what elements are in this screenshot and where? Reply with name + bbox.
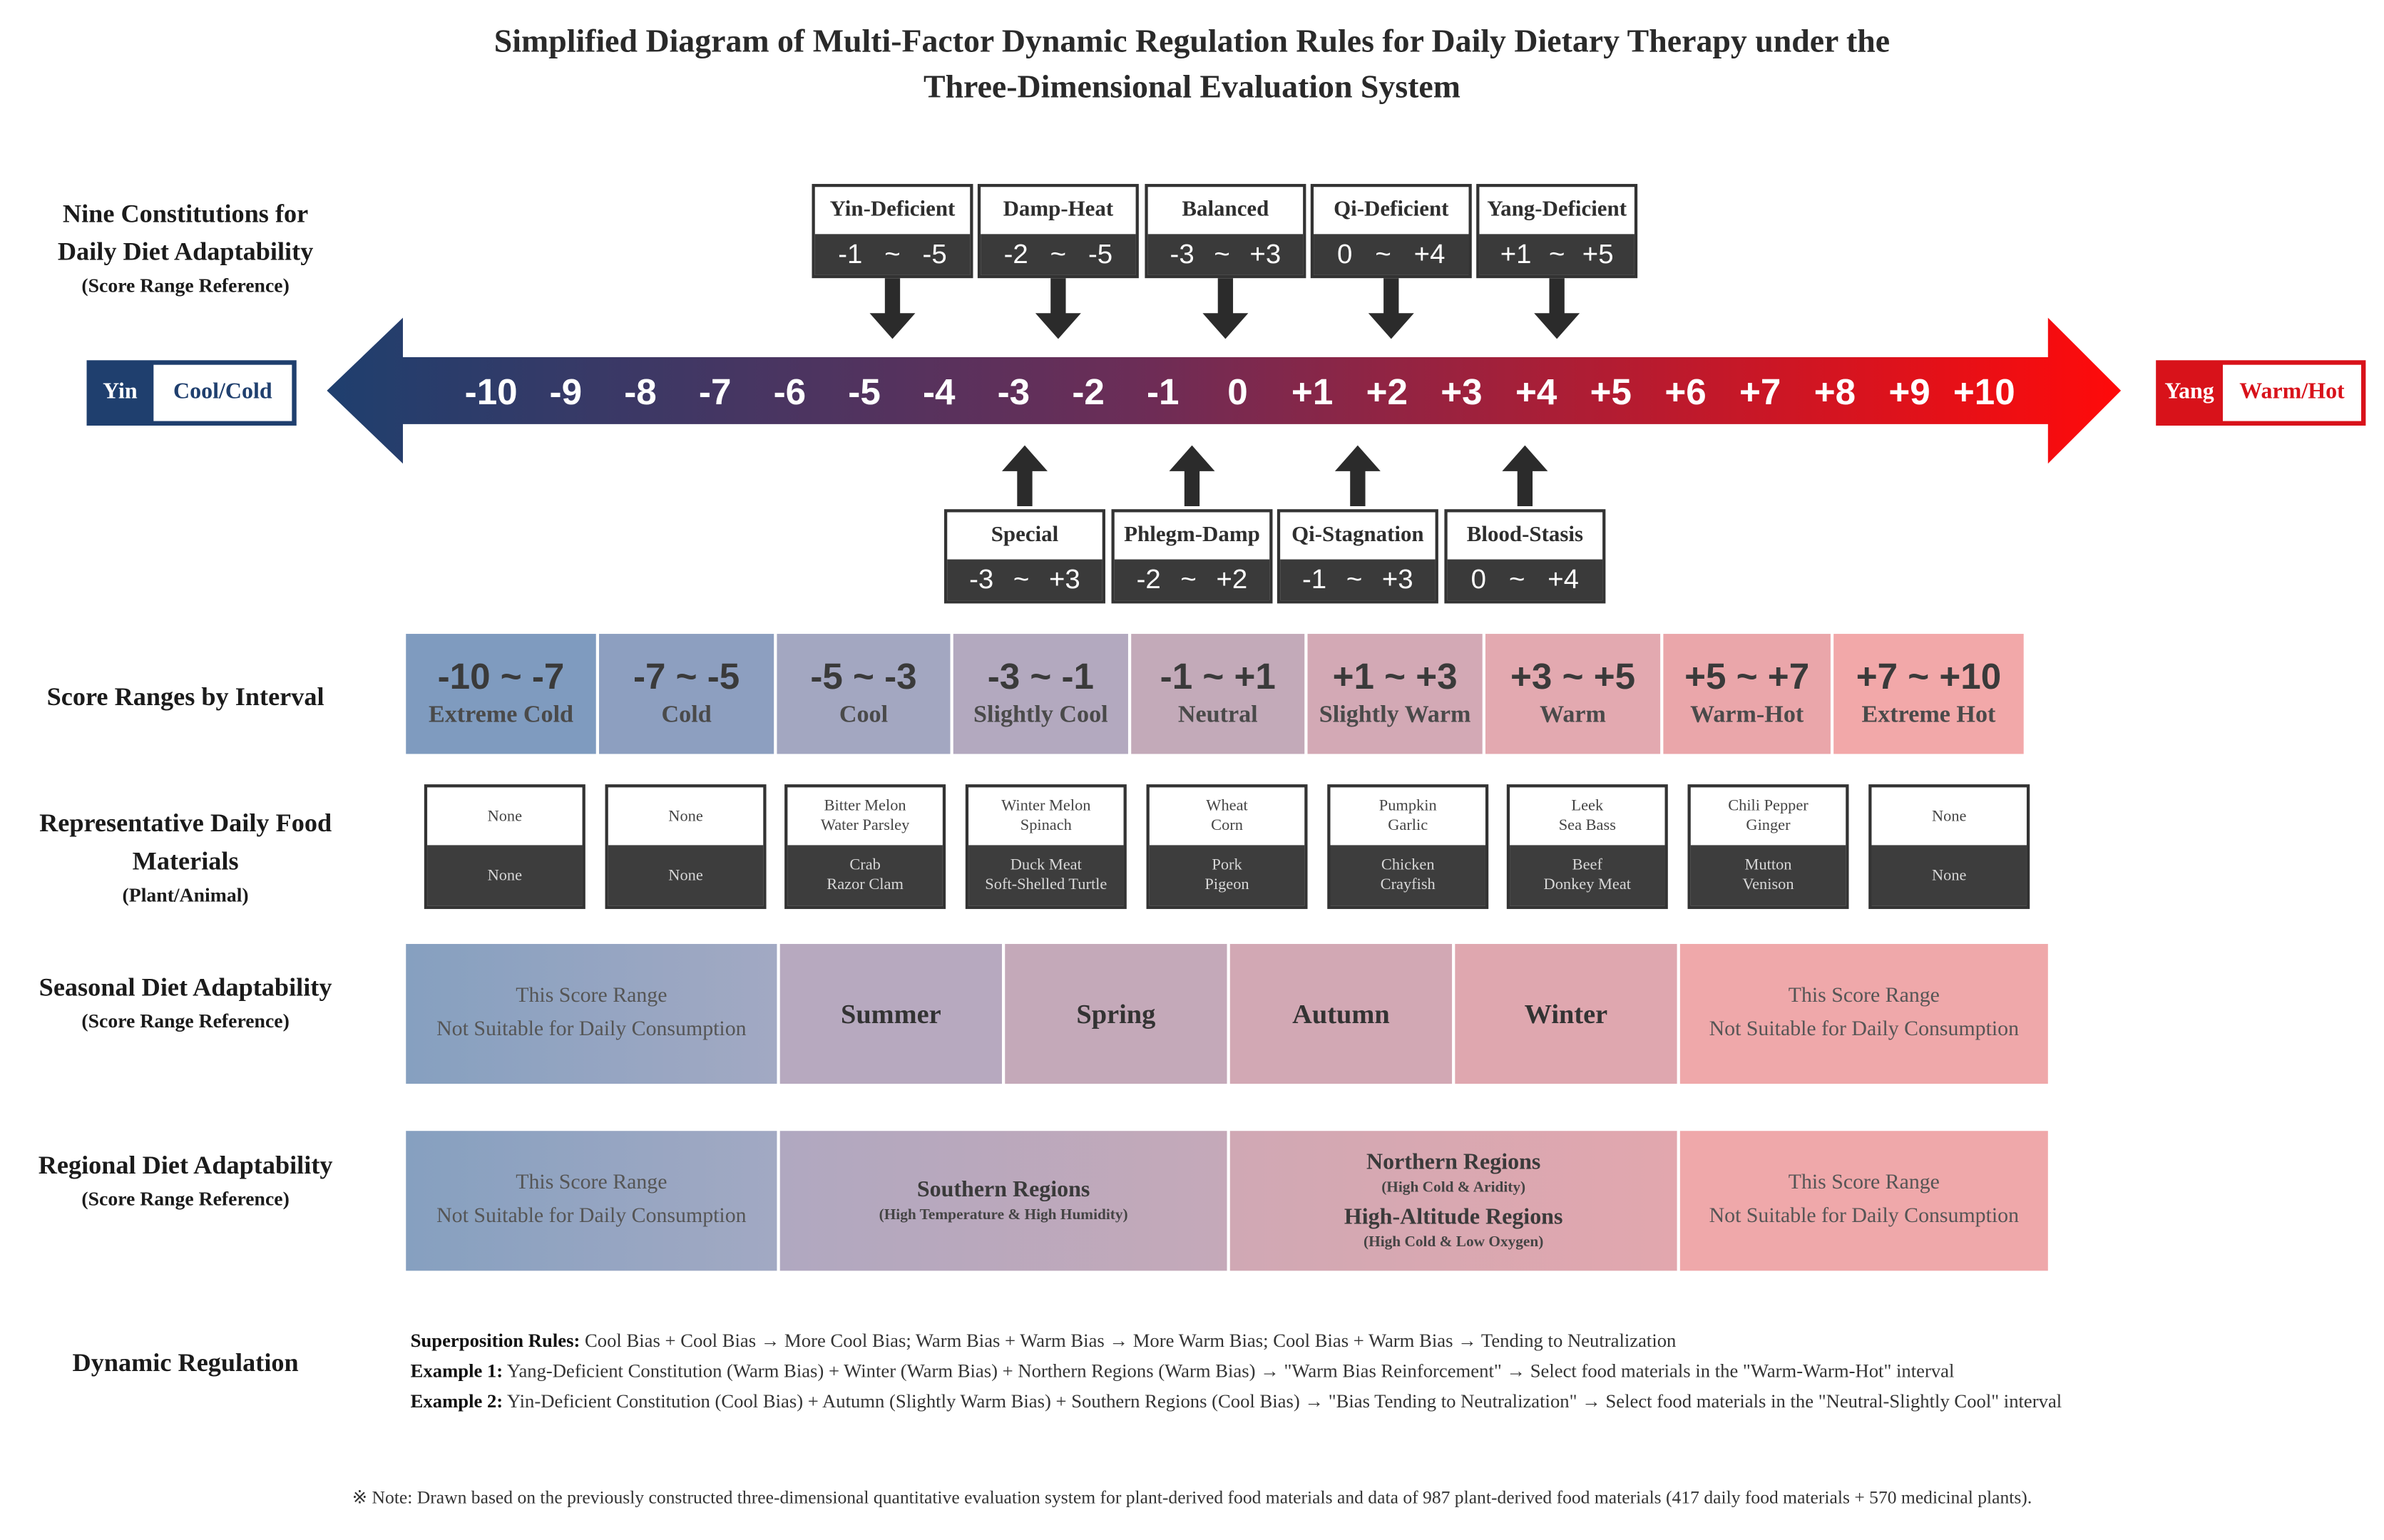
food-animal	[608, 845, 763, 905]
food-plant	[1150, 787, 1304, 845]
row-label-line: Dynamic Regulation	[72, 1348, 299, 1377]
footnote: ※ Note: Drawn based on the previously constructed three-dimensional quantitative evaluation system for plant-derived food materials and data of 987 plant-derived food materials (417 daily food materials + 570 medicinal plants).	[352, 1487, 2032, 1508]
range-sep: ~	[1214, 238, 1230, 270]
rule-superposition	[411, 1325, 1677, 1356]
constitution-name: Yang-Deficient	[1487, 197, 1627, 222]
score-range-label: Neutral	[1177, 702, 1258, 729]
food-plant-item: Winter Melon	[1001, 798, 1091, 815]
score-range-cell	[1308, 634, 1483, 754]
food-animal-item: Pork	[1212, 857, 1242, 874]
food-plant-item: Corn	[1211, 818, 1243, 835]
row-label-sub: (Score Range Reference)	[81, 1187, 290, 1211]
food-box	[1147, 784, 1308, 909]
range-high: +3	[1381, 563, 1413, 595]
constitution-name: Damp-Heat	[1003, 197, 1114, 222]
row-label-seasonal	[6, 968, 365, 1037]
food-animal-item: Razor Clam	[827, 877, 904, 894]
not-suitable-line: This Score Range	[516, 1171, 667, 1195]
season-winter	[1455, 944, 1677, 1084]
arrow-up-icon	[1502, 446, 1547, 506]
score-range-cell	[953, 634, 1128, 754]
range-high: +4	[1547, 563, 1580, 595]
axis-tick: -2	[1072, 372, 1105, 414]
axis-tick: +9	[1888, 372, 1930, 414]
constitution-box	[1145, 184, 1306, 278]
food-plant-item: None	[1931, 808, 1967, 825]
food-plant	[1331, 787, 1485, 845]
season-autumn	[1230, 944, 1452, 1084]
season-label: Winter	[1524, 997, 1608, 1029]
range-high: +3	[1048, 563, 1080, 595]
constitution-name: Special	[991, 523, 1059, 548]
food-plant-item: None	[487, 808, 523, 825]
food-animal-item: Donkey Meat	[1543, 877, 1632, 894]
not-suitable-line: Not Suitable for Daily Consumption	[1709, 1205, 2020, 1228]
food-plant	[787, 787, 942, 845]
food-animal-item: None	[668, 867, 703, 884]
range-high: +3	[1249, 238, 1281, 270]
page-title	[0, 19, 2384, 110]
food-plant-item: None	[668, 808, 703, 825]
not-suitable-line: This Score Range	[516, 985, 667, 1008]
season-spring	[1005, 944, 1227, 1084]
row-label-food	[6, 804, 365, 910]
axis-tick: -3	[997, 372, 1030, 414]
food-plant-item: Spinach	[1020, 818, 1072, 835]
food-plant-item: Leek	[1571, 798, 1604, 815]
axis-tick: +2	[1366, 372, 1408, 414]
score-range-cell	[1663, 634, 1831, 754]
row-label-line: Materials	[132, 846, 239, 876]
axis-tick: +7	[1739, 372, 1781, 414]
row-label-line: Seasonal Diet Adaptability	[39, 972, 332, 1002]
score-range-label: Cool	[839, 702, 889, 729]
constitution-name: Yin-Deficient	[829, 197, 956, 222]
score-range-cell	[1485, 634, 1660, 754]
food-plant-item: Ginger	[1746, 818, 1791, 835]
food-animal	[1691, 845, 1846, 905]
row-label-line: Daily Diet Adaptability	[57, 237, 314, 267]
score-range-value: +7 ~ +10	[1856, 657, 2002, 698]
range-high: +2	[1216, 563, 1248, 595]
row-label-score	[6, 678, 365, 716]
axis-tick: -4	[922, 372, 956, 414]
food-animal-item: Venison	[1742, 877, 1794, 894]
score-range-value: -1 ~ +1	[1160, 657, 1276, 698]
yin-tag: Yin	[103, 380, 138, 405]
range-high: -5	[922, 238, 947, 270]
food-box	[1507, 784, 1668, 909]
range-high: -5	[1088, 238, 1113, 270]
row-label-constitutions	[6, 195, 365, 301]
food-animal	[1150, 845, 1304, 905]
food-box	[424, 784, 585, 909]
food-animal-item: Chicken	[1381, 857, 1435, 874]
season-summer	[780, 944, 1002, 1084]
not-suitable-line: Not Suitable for Daily Consumption	[1709, 1018, 2020, 1042]
food-plant-item: Wheat	[1206, 798, 1248, 815]
yang-box	[2156, 360, 2365, 426]
arrow-down-icon	[1369, 278, 1414, 339]
axis-tick: +3	[1441, 372, 1483, 414]
season-label: Summer	[840, 997, 941, 1029]
range-sep: ~	[1180, 563, 1197, 595]
score-range-label: Cold	[661, 702, 712, 729]
rule-title: Example 1:	[410, 1360, 503, 1382]
constitution-name: Qi-Deficient	[1334, 197, 1449, 222]
food-plant	[968, 787, 1123, 845]
range-sep: ~	[1050, 238, 1067, 270]
arrow-down-icon	[870, 278, 916, 339]
row-label-sub: (Score Range Reference)	[81, 1009, 290, 1032]
constitution-box	[1476, 184, 1637, 278]
rule-title: Example 2:	[410, 1390, 503, 1412]
food-box	[784, 784, 946, 909]
row-label-line: Regional Diet Adaptability	[38, 1150, 333, 1180]
food-plant	[427, 787, 582, 845]
food-box	[605, 784, 767, 909]
constitution-range	[1115, 560, 1269, 601]
range-sep: ~	[1013, 563, 1030, 595]
axis-tick: -9	[549, 372, 583, 414]
row-label-sub: (Plant/Animal)	[122, 883, 249, 906]
regional-not-suitable-right	[1680, 1131, 2048, 1270]
constitution-range	[1280, 560, 1435, 601]
row-label-line: Score Ranges by Interval	[46, 682, 324, 712]
score-range-label: Extreme Cold	[428, 702, 574, 729]
yin-box	[87, 360, 297, 426]
food-plant-item: Pumpkin	[1378, 798, 1437, 815]
title-line-1: Simplified Diagram of Multi-Factor Dynamic Regulation Rules for Daily Dietary Therapy under the	[493, 22, 1891, 60]
constitution-range	[1448, 560, 1602, 601]
regional-not-suitable-left	[406, 1131, 777, 1270]
constitution-box	[812, 184, 973, 278]
row-label-line: Nine Constitutions for	[62, 199, 309, 228]
constitution-box	[1444, 509, 1605, 603]
constitution-range	[815, 234, 970, 275]
axis-tick: -7	[698, 372, 732, 414]
row-label-dynamic	[6, 1344, 365, 1382]
arrow-down-icon	[1534, 278, 1580, 339]
range-sep: ~	[1375, 238, 1391, 270]
axis-tick: -5	[848, 372, 881, 414]
not-suitable-line: This Score Range	[1788, 1171, 1940, 1195]
region-label: High-Altitude Regions	[1344, 1205, 1563, 1230]
food-animal-item: Beef	[1572, 857, 1602, 874]
food-animal	[787, 845, 942, 905]
range-low: -1	[838, 238, 863, 270]
arrow-up-icon	[1002, 446, 1048, 506]
range-low: -1	[1302, 563, 1327, 595]
arrow-down-icon	[1202, 278, 1248, 339]
food-animal	[1871, 845, 2026, 905]
constitution-box	[978, 184, 1139, 278]
axis-tick: -6	[773, 372, 807, 414]
food-animal-item: Mutton	[1744, 857, 1792, 874]
title-line-2: Three-Dimensional Evaluation System	[923, 68, 1460, 106]
score-range-cell	[406, 634, 596, 754]
food-plant-item: Sea Bass	[1558, 818, 1616, 835]
score-range-label: Slightly Warm	[1319, 702, 1471, 729]
season-label: Autumn	[1292, 997, 1390, 1029]
axis-tick: +5	[1590, 372, 1632, 414]
range-low: +1	[1500, 238, 1532, 270]
row-label-regional	[6, 1146, 365, 1215]
score-range-value: -3 ~ -1	[987, 657, 1095, 698]
constitution-range	[1479, 234, 1634, 275]
food-box	[1868, 784, 2030, 909]
axis-tick: +1	[1291, 372, 1334, 414]
food-box	[1327, 784, 1488, 909]
score-range-value: +5 ~ +7	[1684, 657, 1810, 698]
rule-text: Yin-Deficient Constitution (Cool Bias) + Autumn (Slightly Warm Bias) + Southern Regions (Cool Bias) → "Bias Tending to Neutralization" → Select food materials in the "Neutral-Slightly Cool" interval	[503, 1390, 2062, 1412]
constitution-box	[944, 509, 1105, 603]
range-high: +4	[1413, 238, 1446, 270]
score-range-label: Warm-Hot	[1690, 702, 1804, 729]
region-sub: (High Cold & Low Oxygen)	[1364, 1234, 1544, 1251]
arrow-up-icon	[1170, 446, 1215, 506]
constitution-range	[1148, 234, 1303, 275]
food-animal	[1331, 845, 1485, 905]
score-range-value: +1 ~ +3	[1332, 657, 1458, 698]
arrow-up-icon	[1335, 446, 1381, 506]
score-range-label: Slightly Cool	[973, 702, 1108, 729]
rule-title: Superposition Rules:	[410, 1330, 580, 1352]
constitution-name: Qi-Stagnation	[1291, 523, 1424, 548]
axis-tick: -1	[1146, 372, 1180, 414]
score-range-value: +3 ~ +5	[1510, 657, 1636, 698]
score-range-label: Extreme Hot	[1861, 702, 1996, 729]
yang-label: Warm/Hot	[2223, 365, 2361, 421]
range-low: -3	[1170, 238, 1194, 270]
food-plant-item: Chili Pepper	[1728, 798, 1809, 815]
constitution-box	[1311, 184, 1472, 278]
axis-tick: -10	[464, 372, 518, 414]
axis-tick: +4	[1515, 372, 1557, 414]
region-label: Northern Regions	[1366, 1150, 1541, 1176]
seasonal-not-suitable-right	[1680, 944, 2048, 1084]
range-sep: ~	[884, 238, 901, 270]
food-box	[966, 784, 1127, 909]
food-plant-item: Water Parsley	[820, 818, 910, 835]
axis-tick: +6	[1664, 372, 1707, 414]
season-label: Spring	[1076, 997, 1156, 1029]
region-label: Southern Regions	[916, 1178, 1090, 1203]
rule-example-2	[411, 1386, 2062, 1417]
not-suitable-line: Not Suitable for Daily Consumption	[436, 1018, 747, 1042]
score-range-cell	[599, 634, 774, 754]
constitution-range	[981, 234, 1135, 275]
food-plant	[1510, 787, 1664, 845]
food-animal-item: None	[487, 867, 523, 884]
constitution-range	[947, 560, 1102, 601]
yang-tag: Yang	[2164, 380, 2214, 405]
constitution-range	[1314, 234, 1468, 275]
constitution-name: Phlegm-Damp	[1124, 523, 1260, 548]
range-high: +5	[1582, 238, 1614, 270]
rule-example-1	[411, 1356, 1955, 1387]
food-animal-item: Pigeon	[1204, 877, 1249, 894]
range-sep: ~	[1346, 563, 1363, 595]
food-animal-item: Crab	[849, 857, 881, 874]
score-range-value: -10 ~ -7	[437, 657, 565, 698]
axis-tick: 0	[1227, 372, 1248, 414]
score-range-cell	[1833, 634, 2024, 754]
axis-tick: +10	[1953, 372, 2015, 414]
food-box	[1688, 784, 1849, 909]
score-range-value: -5 ~ -3	[810, 657, 917, 698]
food-animal-item: None	[1931, 867, 1967, 884]
food-plant	[1691, 787, 1846, 845]
food-animal	[968, 845, 1123, 905]
score-range-cell	[1131, 634, 1304, 754]
food-animal	[427, 845, 582, 905]
food-plant	[1871, 787, 2026, 845]
seasonal-not-suitable-left	[406, 944, 777, 1084]
food-animal-item: Duck Meat	[1010, 857, 1082, 874]
food-plant-item: Bitter Melon	[824, 798, 906, 815]
region-sub: (High Temperature & High Humidity)	[879, 1206, 1128, 1224]
region-northern-altitude	[1230, 1131, 1677, 1270]
food-animal-item: Crayfish	[1380, 877, 1436, 894]
food-animal	[1510, 845, 1664, 905]
range-low: -2	[1003, 238, 1028, 270]
constitution-box	[1111, 509, 1272, 603]
score-range-cell	[777, 634, 950, 754]
constitution-box	[1277, 509, 1438, 603]
row-label-sub: (Score Range Reference)	[81, 273, 290, 297]
region-southern	[780, 1131, 1227, 1270]
not-suitable-line: This Score Range	[1788, 985, 1940, 1008]
range-sep: ~	[1508, 563, 1525, 595]
score-range-label: Warm	[1540, 702, 1606, 729]
not-suitable-line: Not Suitable for Daily Consumption	[436, 1205, 747, 1228]
food-plant-item: Garlic	[1388, 818, 1428, 835]
row-label-line: Representative Daily Food	[39, 808, 332, 838]
range-low: -2	[1136, 563, 1161, 595]
axis-tick: -8	[624, 372, 657, 414]
rule-text: Yang-Deficient Constitution (Warm Bias) + Winter (Warm Bias) + Northern Regions (Warm Bias) → "Warm Bias Reinforcement" → Select food materials in the "Warm-Warm-Hot" interval	[503, 1360, 1955, 1382]
range-low: 0	[1470, 563, 1487, 595]
range-low: -3	[969, 563, 994, 595]
yin-label: Cool/Cold	[153, 365, 292, 421]
food-plant	[608, 787, 763, 845]
range-low: 0	[1337, 238, 1353, 270]
rule-text: Cool Bias + Cool Bias → More Cool Bias; Warm Bias + Warm Bias → More Warm Bias; Cool Bias + Warm Bias → Tending to Neutralization	[580, 1330, 1677, 1352]
region-sub: (High Cold & Aridity)	[1381, 1179, 1526, 1196]
range-sep: ~	[1548, 238, 1565, 270]
axis-tick: +8	[1813, 372, 1856, 414]
score-range-value: -7 ~ -5	[633, 657, 740, 698]
food-animal-item: Soft-Shelled Turtle	[985, 877, 1107, 894]
arrow-down-icon	[1035, 278, 1081, 339]
constitution-name: Balanced	[1182, 197, 1269, 222]
constitution-name: Blood-Stasis	[1466, 523, 1584, 548]
